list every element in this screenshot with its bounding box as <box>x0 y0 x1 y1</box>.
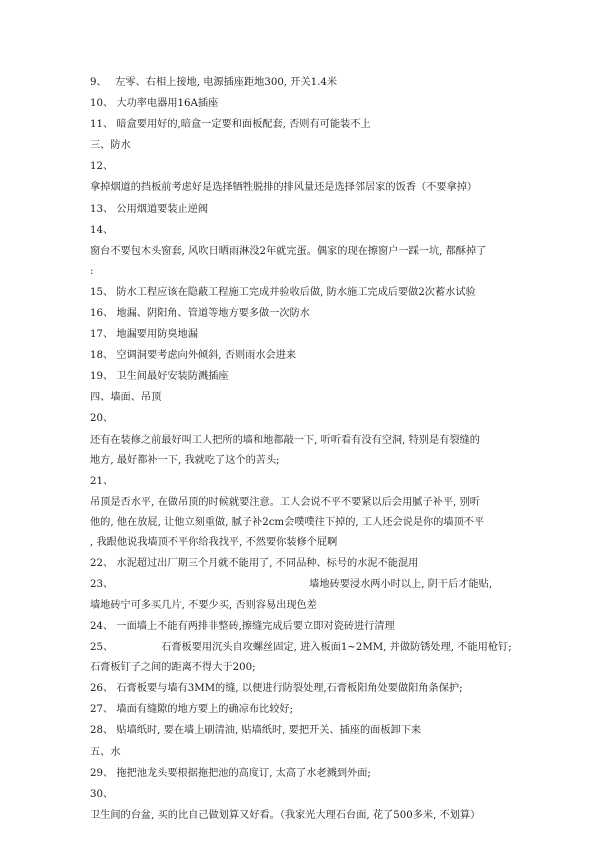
item-text: 地方, 最好都补一下, 我就吃了这个的苦头; <box>90 454 280 466</box>
item-25-body <box>90 662 512 674</box>
item-number: 21、 <box>90 475 114 487</box>
item-14-body-cont <box>90 266 512 278</box>
item-19 <box>90 371 512 383</box>
item-text: 暗盒要用好的,暗盒一定要和面板配套, 否则有可能装不上 <box>116 119 371 131</box>
item-number: 25、 <box>90 642 114 654</box>
item-number: 26、 <box>90 683 114 695</box>
item-29 <box>90 768 512 780</box>
item-20 <box>90 413 512 425</box>
item-number: 14、 <box>90 224 114 236</box>
item-30 <box>90 789 512 801</box>
section-heading-waterproof <box>90 140 512 152</box>
item-27 <box>90 704 512 716</box>
item-text: 左零、右相上接地, 电源插座距地300, 开关1.4米 <box>115 77 338 88</box>
item-28 <box>90 725 512 737</box>
item-text: 空调洞要考虑向外倾斜, 否则雨水会进来 <box>116 350 297 362</box>
item-21 <box>90 476 512 488</box>
item-number: 27、 <box>90 704 114 716</box>
item-number: 24、 <box>90 621 114 633</box>
item-text: 公用烟道要装止逆阀 <box>116 203 209 215</box>
item-number: 28、 <box>90 725 114 737</box>
item-11 <box>90 119 512 131</box>
item-number: 17、 <box>90 329 114 341</box>
item-16 <box>90 308 512 320</box>
item-text: 大功率电器用16A插座 <box>116 98 219 110</box>
item-text: 窗台不要包木头窗套, 风吹日晒雨淋没2年就完蛋。偶家的现在擦窗户一踩一坑, 都酥掉了 <box>90 245 487 257</box>
item-number: 15、 <box>90 286 114 298</box>
item-26 <box>90 683 512 695</box>
item-21-body <box>90 497 512 509</box>
item-number: 9、 <box>90 77 107 88</box>
item-17 <box>90 329 512 341</box>
item-text: 他的, 他在放屁, 让他立刻重做, 腻子补2cm会噗噗往下掉的, 工人还会说是你的墙顶不平 <box>90 516 485 528</box>
item-number: 18、 <box>90 350 114 362</box>
item-number: 10、 <box>90 98 114 110</box>
section-title: 五、水 <box>90 746 121 758</box>
item-text: 一面墙上不能有两排非整砖,擦缝完成后要立即对瓷砖进行清理 <box>116 621 395 633</box>
item-23 <box>90 579 512 591</box>
item-number: 30、 <box>90 788 114 800</box>
item-number: 12、 <box>90 161 114 173</box>
item-text: 地漏、阴阳角、管道等地方要多做一次防水 <box>116 307 310 319</box>
item-text: , 我跟他说我墙顶不平你给我找平, 不然要你装修个屁啊 <box>90 536 338 548</box>
item-number: 11、 <box>90 119 114 131</box>
item-text: 吊顶是否水平, 在做吊顶的时候就要注意。工人会说不平不要紧以后会用腻子补平, 别听 <box>90 496 480 508</box>
item-14 <box>90 225 512 237</box>
item-25 <box>90 642 512 654</box>
item-text: 石膏板钉子之间的距离不得大于200; <box>90 662 256 674</box>
item-20-body-cont <box>90 455 512 467</box>
item-text: 墙面有缝隙的地方要上的确凉布比较好; <box>116 704 294 716</box>
item-text: 还有在装修之前最好叫工人把所的墙和地都敲一下, 听听看有没有空洞, 特别是有裂缝的 <box>90 434 480 446</box>
item-text: 墙地砖宁可多买几片, 不要少买, 否则容易出现色差 <box>90 599 317 611</box>
item-text: 拿掉烟道的挡板前考虑好是选择牺牲脱排的排风量还是选择邻居家的饭香（不要拿掉） <box>90 182 478 194</box>
item-text: 水泥超过出厂期三个月就不能用了, 不同品种、标号的水泥不能混用 <box>116 557 419 569</box>
item-12-body <box>90 182 512 194</box>
section-title: 三、防水 <box>90 140 131 152</box>
item-text: 贴墙纸时, 要在墙上刷清油, 贴墙纸时, 要把开关、插座的面板卸下来 <box>116 725 422 737</box>
item-number: 16、 <box>90 307 114 319</box>
item-number: 13、 <box>90 203 114 215</box>
item-number: 23、 <box>90 578 114 590</box>
item-text: : <box>90 265 94 277</box>
item-text: 防水工程应该在隐蔽工程施工完成并验收后做, 防水施工完成后要做2次蓄水试验 <box>116 286 476 298</box>
item-14-body <box>90 246 512 258</box>
item-21-body-cont-2 <box>90 537 512 549</box>
item-text: 拖把池龙头要根据拖把池的高度订, 太高了水老溅到外面; <box>116 767 371 779</box>
item-13 <box>90 204 512 216</box>
item-21-body-cont <box>90 517 512 529</box>
item-15 <box>90 287 512 299</box>
item-20-body <box>90 435 512 447</box>
item-text: 地漏要用防臭地漏 <box>116 329 198 341</box>
section-heading-walls-ceiling <box>90 392 512 404</box>
item-number: 19、 <box>90 371 114 383</box>
section-title: 四、墙面、吊顶 <box>90 392 162 404</box>
item-22 <box>90 558 512 570</box>
item-text: 墙地砖要浸水两小时以上, 阴干后才能贴, <box>309 578 493 590</box>
item-text: 石膏板要用沉头自攻螺丝固定, 进入板面1~2MM, 并做防锈处理, 不能用枪钉; <box>161 642 512 654</box>
item-text: 卫生间的台盆, 买的比自己做划算又好看。（我家光大理石台面, 花了500多米, 不划算） <box>90 809 481 821</box>
item-number: 20、 <box>90 413 114 425</box>
item-9 <box>90 77 512 89</box>
item-23-body <box>90 600 512 612</box>
item-18 <box>90 350 512 362</box>
item-number: 22、 <box>90 557 114 569</box>
item-text: 石膏板要与墙有3MM的缝, 以便进行防裂处理,石膏板阳角处要做阳角条保护; <box>116 683 463 695</box>
item-10 <box>90 98 512 110</box>
item-12 <box>90 161 512 173</box>
item-24 <box>90 621 512 633</box>
item-text: 卫生间最好安装防溅插座 <box>116 371 229 383</box>
item-number: 29、 <box>90 767 114 779</box>
section-heading-water <box>90 747 512 759</box>
item-30-body <box>90 810 512 822</box>
